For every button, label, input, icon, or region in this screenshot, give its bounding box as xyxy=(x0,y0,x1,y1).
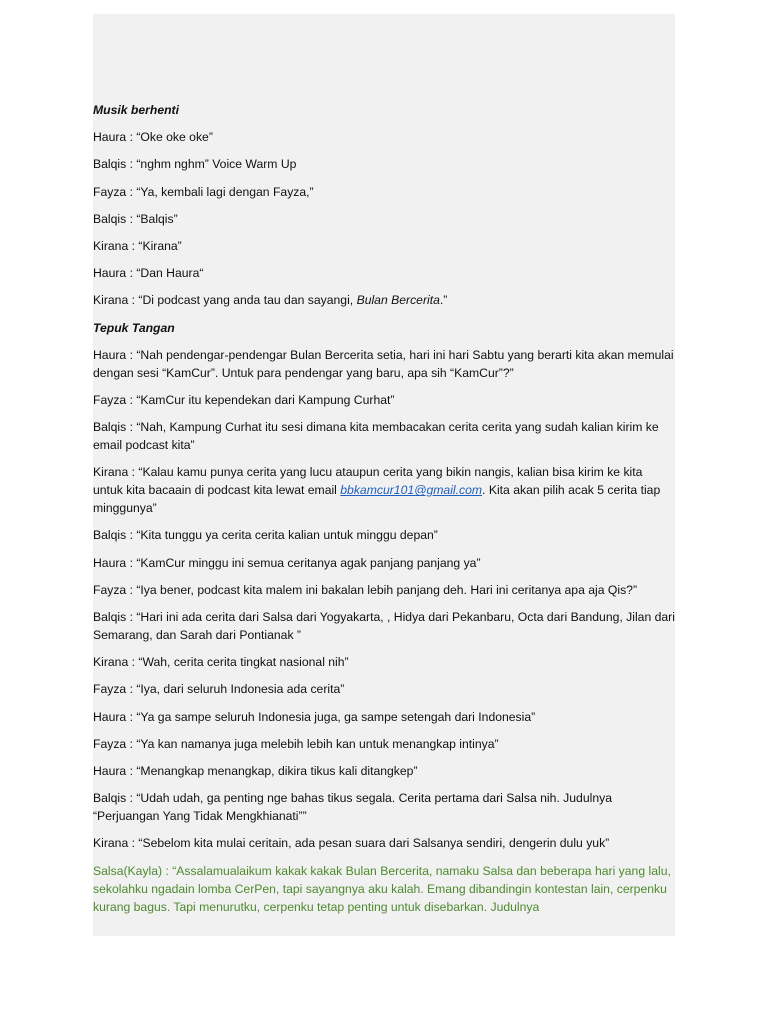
dialogue-line: Haura : “Dan Haura“ xyxy=(93,266,204,281)
dialogue-line: Balqis : “Udah udah, ga penting nge bahas tikus segala. Cerita pertama dari Salsa nih. Judulnya “Perjuangan Yang Tidak Mengkhianati”” xyxy=(93,791,612,824)
dialogue-line: Balqis : “Hari ini ada cerita dari Salsa dari Yogyakarta, , Hidya dari Pekanbaru, Octa dari Bandung, Jilan dari Semarang, dan Sarah dari Pontianak ” xyxy=(93,610,675,642)
dialogue-text: Kirana : “Kalau kamu punya cerita yang lucu ataupun cerita yang bikin nangis, kalian bisa kirim ke kita untuk kita bacaain di podcast kita lewat email xyxy=(93,465,643,498)
dialogue-line: Fayza : “Iya, dari seluruh Indonesia ada cerita” xyxy=(93,682,345,697)
dialogue-line: Balqis : “nghm nghm” Voice Warm Up xyxy=(93,157,297,172)
dialogue-line: Fayza : “Iya bener, podcast kita malem ini bakalan lebih panjang deh. Hari ini ceritanya apa aja Qis?” xyxy=(93,582,637,597)
dialogue-line: Haura : “Nah pendengar-pendengar Bulan Bercerita setia, hari ini hari Sabtu yang berarti kita akan memulai dengan sesi “KamCur”. Untuk para pendengar yang baru, apa sih “KamCur”?” xyxy=(93,347,674,380)
dialogue-text: .” xyxy=(439,293,448,308)
dialogue-line xyxy=(93,463,675,517)
dialogue-line: Fayza : “Ya kan namanya juga melebih lebih kan untuk menangkap intinya” xyxy=(93,736,499,751)
dialogue-line: Haura : “Menangkap menangkap, dikira tikus kali ditangkep” xyxy=(93,763,418,778)
voice-message-line: Salsa(Kayla) : “Assalamualaikum kakak kakak Bulan Bercerita, namaku Salsa dan beberapa hari yang lalu, sekolahku ngadain lomba CerPen, tapi sayangnya aku kalah. Emang dibandingin kontestan lain, cerpenku kurang bagus. Tapi menurutku, cerpenku tetap penting untuk disebarkan. Judulnya xyxy=(93,863,671,914)
dialogue-line: Haura : “Oke oke oke” xyxy=(93,130,213,145)
podcast-name: Bulan Bercerita xyxy=(356,293,440,308)
dialogue-line: Balqis : “Balqis” xyxy=(93,211,178,226)
dialogue-line: Kirana : “Sebelom kita mulai ceritain, ada pesan suara dari Salsanya sendiri, dengerin dulu yuk” xyxy=(93,836,610,851)
dialogue-line: Fayza : “Ya, kembali lagi dengan Fayza,” xyxy=(93,184,314,199)
stage-direction: Musik berhenti xyxy=(93,103,180,117)
dialogue-line xyxy=(93,291,675,309)
dialogue-line: Balqis : “Nah, Kampung Curhat itu sesi dimana kita membacakan cerita cerita yang sudah kalian kirim ke email podcast kita” xyxy=(93,420,659,453)
dialogue-line: Kirana : “Kirana” xyxy=(93,238,182,253)
document-page xyxy=(93,14,675,936)
dialogue-line: Fayza : “KamCur itu kependekan dari Kampung Curhat” xyxy=(93,392,395,407)
script-content xyxy=(93,101,675,925)
dialogue-line: Kirana : “Wah, cerita cerita tingkat nasional nih” xyxy=(93,655,349,670)
stage-direction: Tepuk Tangan xyxy=(93,320,175,335)
dialogue-line: Haura : “KamCur minggu ini semua ceritanya agak panjang panjang ya” xyxy=(93,555,481,570)
dialogue-line: Haura : “Ya ga sampe seluruh Indonesia juga, ga sampe setengah dari Indonesia” xyxy=(93,709,536,724)
dialogue-line: Balqis : “Kita tunggu ya cerita cerita kalian untuk minggu depan” xyxy=(93,528,438,543)
dialogue-text: . Kita akan pilih acak 5 cerita tiap minggunya” xyxy=(93,483,661,516)
email-link[interactable]: bbkamcur101@gmail.com xyxy=(340,483,483,498)
dialogue-text: Kirana : “Di podcast yang anda tau dan sayangi, xyxy=(93,293,357,308)
